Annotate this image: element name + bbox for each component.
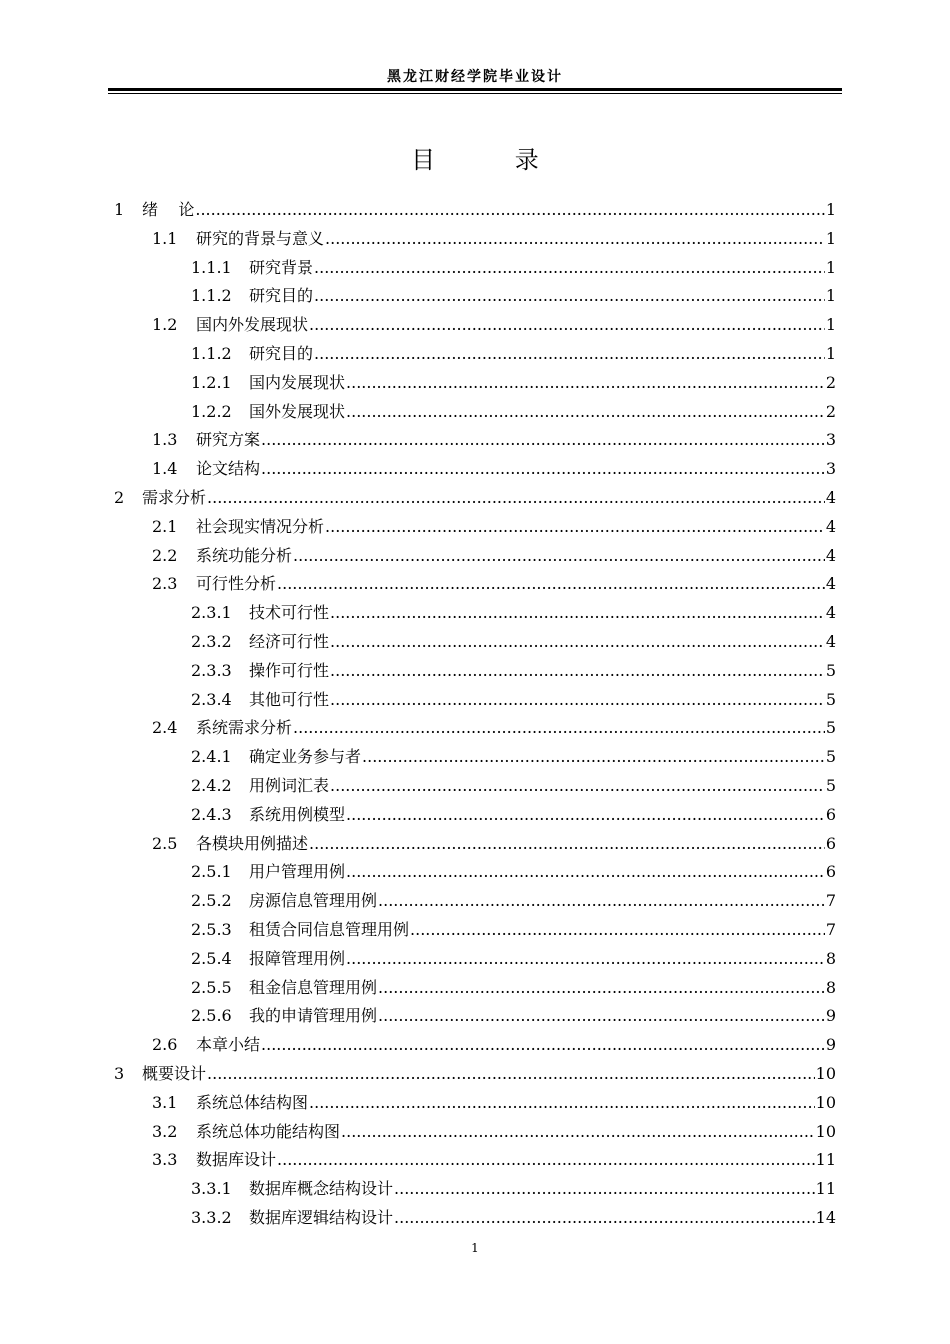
toc-entry-number: 1.3 (152, 430, 178, 450)
toc-entry-page: 4 (825, 516, 836, 536)
toc-entry[interactable] (114, 225, 836, 254)
toc-entry-page: 10 (815, 1121, 836, 1141)
toc-entry[interactable] (114, 455, 836, 484)
toc-entry-number: 1.1 (152, 228, 178, 248)
toc-entry-page: 5 (825, 660, 836, 680)
header-rule-thick (108, 88, 842, 91)
toc-dot-leader (207, 484, 825, 513)
toc-entry-number: 1.2 (152, 315, 178, 335)
toc-entry[interactable] (114, 570, 836, 599)
page-header: 黑龙江财经学院毕业设计 (387, 69, 563, 85)
toc-entry-page: 11 (815, 1179, 836, 1199)
toc-entry-label: 社会现实情况分析 (196, 516, 325, 536)
toc-entry-page: 4 (825, 487, 836, 507)
toc-entry[interactable] (114, 340, 836, 369)
toc-entry-number: 2.3.1 (191, 603, 232, 623)
toc-entry[interactable] (114, 1118, 836, 1147)
toc-dot-leader (325, 225, 825, 254)
toc-entry-label: 绪 论 (142, 200, 195, 219)
toc-entry[interactable] (114, 282, 836, 311)
toc-entry[interactable] (114, 801, 836, 830)
toc-entry[interactable] (114, 1089, 836, 1118)
toc-entry-page: 14 (815, 1207, 836, 1227)
table-of-contents (114, 196, 836, 1233)
toc-entry-page: 11 (815, 1150, 836, 1170)
toc-entry-label: 系统用例模型 (249, 804, 346, 824)
toc-entry-label: 报障管理用例 (249, 948, 346, 968)
toc-entry-number: 2.3 (152, 574, 178, 594)
toc-entry-number: 2.4.1 (191, 747, 232, 767)
toc-entry-page: 6 (825, 804, 836, 824)
toc-dot-leader (410, 916, 825, 945)
toc-entry-page: 4 (825, 545, 836, 565)
toc-entry-page: 5 (825, 775, 836, 795)
toc-entry-label: 研究背景 (249, 257, 314, 277)
toc-entry-page: 10 (815, 1092, 836, 1112)
toc-dot-leader (293, 714, 825, 743)
toc-dot-leader (378, 1002, 825, 1031)
toc-entry-label: 国内发展现状 (249, 372, 346, 392)
toc-entry[interactable] (114, 1175, 836, 1204)
toc-dot-leader (309, 311, 825, 340)
toc-entry-page: 1 (825, 343, 836, 363)
toc-entry-label: 数据库逻辑结构设计 (249, 1207, 394, 1227)
toc-dot-leader (378, 887, 825, 916)
toc-dot-leader (394, 1175, 815, 1204)
toc-entry-label: 研究的背景与意义 (196, 228, 325, 248)
toc-entry-page: 7 (825, 891, 836, 911)
toc-entry[interactable] (114, 1204, 836, 1233)
toc-entry-page: 5 (825, 718, 836, 738)
toc-entry-label: 技术可行性 (249, 603, 330, 623)
toc-entry[interactable] (114, 887, 836, 916)
toc-entry-number: 2.5 (152, 833, 178, 853)
toc-entry-label: 我的申请管理用例 (249, 1006, 378, 1026)
toc-entry[interactable] (114, 426, 836, 455)
toc-dot-leader (346, 858, 825, 887)
toc-entry-number: 3.3 (152, 1150, 178, 1170)
toc-entry[interactable] (114, 542, 836, 571)
toc-dot-leader (325, 513, 825, 542)
toc-entry-label: 数据库设计 (196, 1150, 277, 1170)
toc-entry-label: 房源信息管理用例 (249, 891, 378, 911)
toc-entry-number: 2.2 (152, 545, 178, 565)
toc-entry-label: 需求分析 (142, 487, 207, 507)
toc-dot-leader (330, 657, 825, 686)
toc-entry-number: 1.4 (152, 459, 178, 479)
toc-entry-label: 租金信息管理用例 (249, 977, 378, 997)
toc-entry[interactable] (114, 513, 836, 542)
toc-dot-leader (293, 542, 825, 571)
toc-dot-leader (362, 743, 825, 772)
header-rule-thin (108, 93, 842, 94)
toc-entry[interactable] (114, 311, 836, 340)
toc-entry-label: 确定业务参与者 (249, 747, 362, 767)
toc-entry-number: 1.1.2 (191, 286, 232, 306)
toc-entry[interactable] (114, 254, 836, 283)
toc-entry-label: 论文结构 (196, 459, 261, 479)
toc-entry[interactable] (114, 196, 836, 225)
toc-entry-page: 1 (825, 286, 836, 306)
toc-entry-label: 租赁合同信息管理用例 (249, 919, 410, 939)
toc-entry-page: 10 (815, 1063, 836, 1083)
toc-entry-label: 其他可行性 (249, 689, 330, 709)
toc-entry-number: 3.3.1 (191, 1179, 232, 1199)
toc-entry[interactable] (114, 916, 836, 945)
toc-entry[interactable] (114, 628, 836, 657)
toc-entry-number: 2.5.4 (191, 948, 232, 968)
toc-entry-number: 3.3.2 (191, 1207, 232, 1227)
toc-entry-label: 可行性分析 (196, 574, 277, 594)
toc-entry-number: 2.1 (152, 516, 178, 536)
toc-entry[interactable] (114, 858, 836, 887)
toc-dot-leader (314, 254, 825, 283)
toc-entry-page: 4 (825, 603, 836, 623)
toc-entry-page: 6 (825, 833, 836, 853)
toc-entry-page: 3 (825, 430, 836, 450)
toc-entry-label: 系统需求分析 (196, 718, 293, 738)
toc-entry-number: 3 (114, 1063, 125, 1083)
toc-dot-leader (309, 830, 825, 859)
toc-entry-label: 经济可行性 (249, 631, 330, 651)
toc-entry-number: 1.1.1 (191, 257, 232, 277)
toc-entry-label: 系统功能分析 (196, 545, 293, 565)
toc-entry-number: 2.3.2 (191, 631, 232, 651)
toc-dot-leader (277, 1146, 815, 1175)
toc-entry-label: 研究方案 (196, 430, 261, 450)
toc-dot-leader (261, 455, 825, 484)
toc-dot-leader (346, 369, 825, 398)
toc-entry-label: 系统总体功能结构图 (196, 1121, 341, 1141)
toc-dot-leader (330, 772, 825, 801)
toc-entry-page: 3 (825, 459, 836, 479)
toc-entry-number: 1.1.2 (191, 343, 232, 363)
toc-entry-number: 3.1 (152, 1092, 178, 1112)
toc-entry-page: 1 (825, 257, 836, 277)
toc-entry-page: 6 (825, 862, 836, 882)
toc-entry[interactable] (114, 1146, 836, 1175)
toc-entry[interactable] (114, 657, 836, 686)
toc-entry[interactable] (114, 398, 836, 427)
toc-entry-number: 2 (114, 487, 125, 507)
toc-entry-label: 各模块用例描述 (196, 833, 309, 853)
toc-entry[interactable] (114, 1060, 836, 1089)
toc-entry-number: 2.5.1 (191, 862, 232, 882)
toc-entry-number: 2.3.4 (191, 689, 232, 709)
toc-entry-page: 7 (825, 919, 836, 939)
toc-dot-leader (261, 426, 825, 455)
toc-entry-number: 2.3.3 (191, 660, 232, 680)
toc-entry-page: 8 (825, 948, 836, 968)
toc-entry-page: 2 (825, 401, 836, 421)
toc-entry-label: 国内外发展现状 (196, 315, 309, 335)
toc-dot-leader (330, 628, 825, 657)
toc-entry[interactable] (114, 945, 836, 974)
toc-dot-leader (309, 1089, 815, 1118)
toc-entry-page: 1 (825, 200, 836, 219)
toc-entry-page: 1 (825, 315, 836, 335)
toc-entry[interactable] (114, 599, 836, 628)
toc-entry-page: 4 (825, 631, 836, 651)
toc-entry-page: 5 (825, 689, 836, 709)
toc-entry[interactable] (114, 714, 836, 743)
toc-entry-number: 3.2 (152, 1121, 178, 1141)
toc-entry[interactable] (114, 743, 836, 772)
toc-entry-label: 研究目的 (249, 286, 314, 306)
toc-dot-leader (314, 340, 825, 369)
toc-entry-label: 国外发展现状 (249, 401, 346, 421)
toc-dot-leader (341, 1118, 815, 1147)
toc-entry-page: 2 (825, 372, 836, 392)
toc-entry-number: 1.2.1 (191, 372, 232, 392)
toc-entry-label: 本章小结 (196, 1035, 261, 1055)
toc-entry-number: 2.5.3 (191, 919, 232, 939)
toc-entry[interactable] (114, 484, 836, 513)
toc-entry-number: 2.5.6 (191, 1006, 232, 1026)
toc-entry-page: 9 (825, 1035, 836, 1055)
toc-entry-label: 数据库概念结构设计 (249, 1179, 394, 1199)
page-number: 1 (471, 1241, 479, 1255)
toc-entry-number: 1 (114, 200, 125, 219)
toc-entry-number: 2.4.3 (191, 804, 232, 824)
toc-entry-page: 9 (825, 1006, 836, 1026)
toc-entry-number: 2.5.5 (191, 977, 232, 997)
toc-entry-page: 1 (825, 228, 836, 248)
toc-entry-label: 研究目的 (249, 343, 314, 363)
toc-dot-leader (195, 196, 824, 225)
toc-entry[interactable] (114, 772, 836, 801)
toc-dot-leader (277, 570, 825, 599)
toc-dot-leader (330, 686, 825, 715)
toc-dot-leader (378, 974, 825, 1003)
toc-entry[interactable] (114, 830, 836, 859)
toc-entry-number: 2.4 (152, 718, 178, 738)
toc-dot-leader (394, 1204, 815, 1233)
toc-dot-leader (314, 282, 825, 311)
toc-entry-number: 2.6 (152, 1035, 178, 1055)
toc-entry[interactable] (114, 369, 836, 398)
toc-entry-label: 概要设计 (142, 1063, 207, 1083)
toc-entry-label: 用例词汇表 (249, 775, 330, 795)
toc-entry-label: 操作可行性 (249, 660, 330, 680)
toc-entry-page: 4 (825, 574, 836, 594)
toc-entry-label: 系统总体结构图 (196, 1092, 309, 1112)
toc-entry[interactable] (114, 974, 836, 1003)
toc-entry[interactable] (114, 686, 836, 715)
toc-entry-page: 5 (825, 747, 836, 767)
toc-dot-leader (261, 1031, 825, 1060)
toc-dot-leader (346, 945, 825, 974)
toc-entry[interactable] (114, 1031, 836, 1060)
toc-dot-leader (346, 398, 825, 427)
toc-entry-number: 2.5.2 (191, 891, 232, 911)
toc-entry-page: 8 (825, 977, 836, 997)
toc-dot-leader (330, 599, 825, 628)
toc-title: 目 录 (411, 146, 575, 174)
toc-entry-number: 1.2.2 (191, 401, 232, 421)
toc-entry[interactable] (114, 1002, 836, 1031)
toc-entry-number: 2.4.2 (191, 775, 232, 795)
toc-dot-leader (207, 1060, 815, 1089)
toc-dot-leader (346, 801, 825, 830)
toc-entry-label: 用户管理用例 (249, 862, 346, 882)
